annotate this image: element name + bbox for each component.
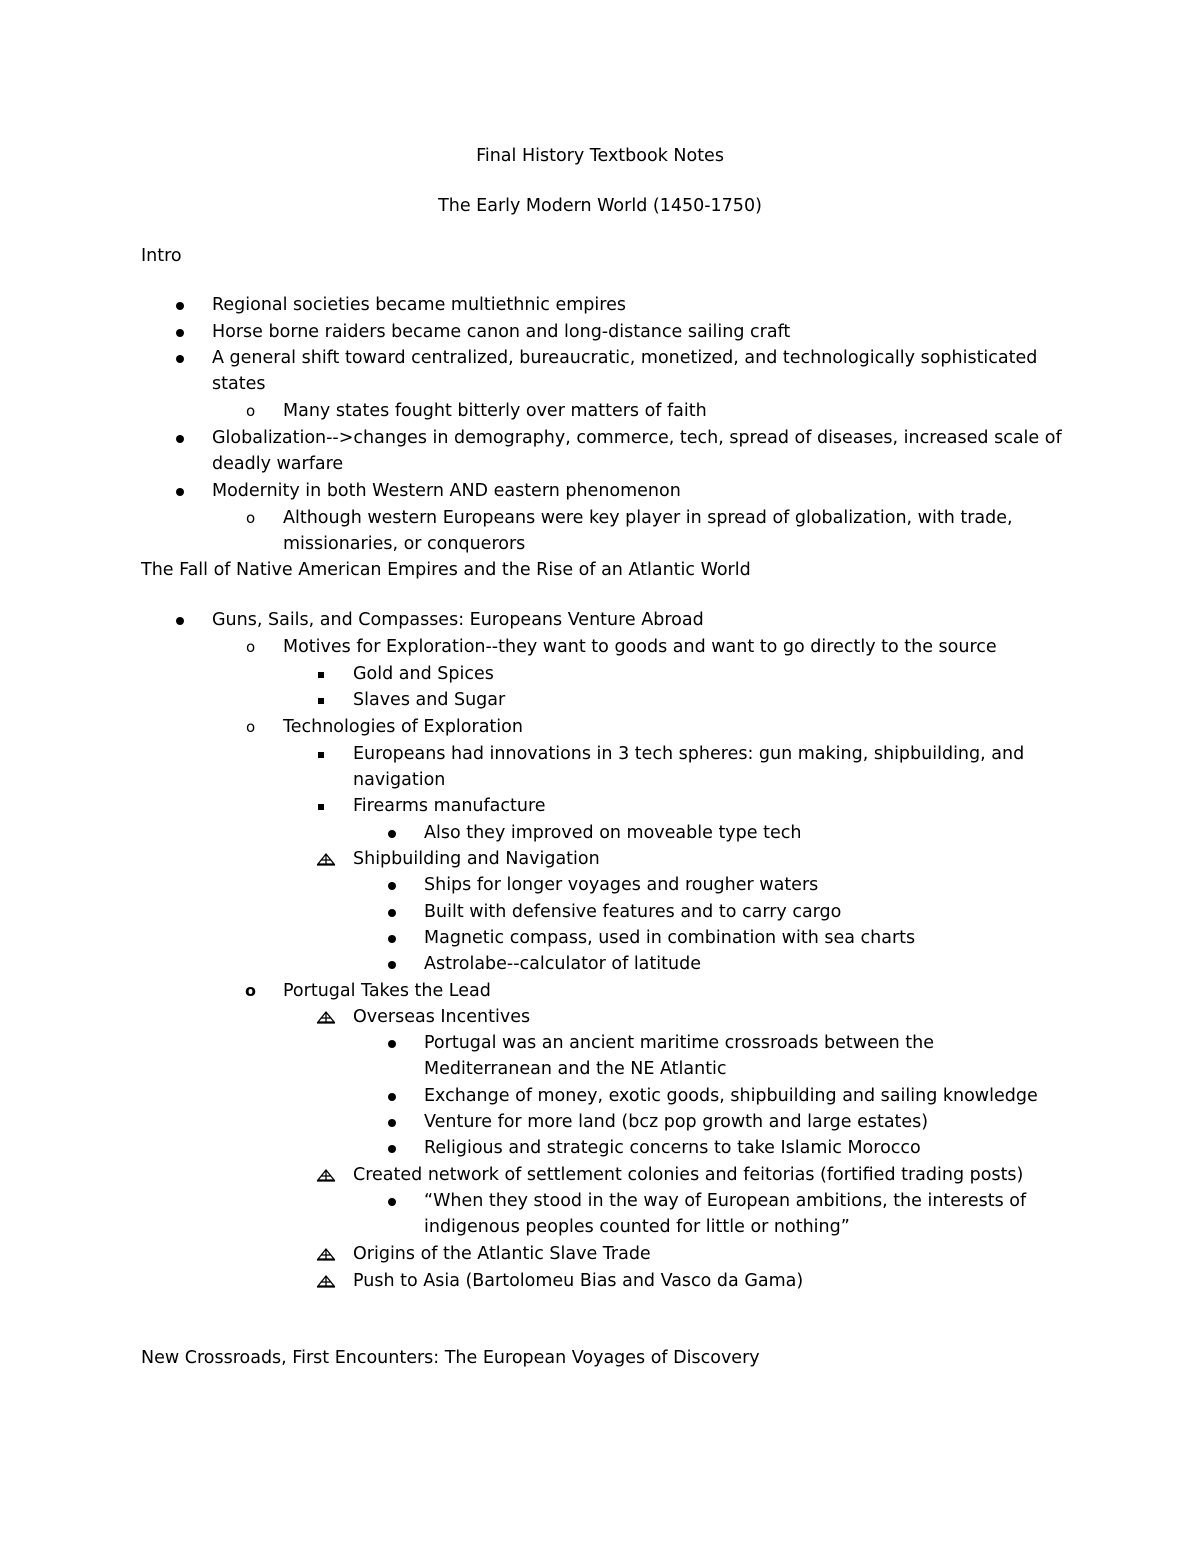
list-item: Firearms manufacture: [353, 796, 546, 816]
list-item: Technologies of Exploration: [283, 717, 523, 737]
list-item: Regional societies became multiethnic empires: [212, 295, 626, 315]
list-item: Ships for longer voyages and rougher waters: [424, 875, 819, 895]
list-item: Venture for more land (bcz pop growth and large estates): [424, 1112, 929, 1132]
document-subtitle: The Early Modern World (1450-1750): [438, 196, 762, 216]
list-item: Push to Asia (Bartolomeu Bias and Vasco da Gama): [353, 1271, 804, 1291]
list-item-continuation: indigenous peoples counted for little or nothing”: [424, 1217, 850, 1237]
list-item: Portugal Takes the Lead: [283, 981, 491, 1001]
list-item-continuation: states: [212, 374, 266, 394]
list-item: Exchange of money, exotic goods, shipbuilding and sailing knowledge: [424, 1086, 1038, 1106]
section-heading: New Crossroads, First Encounters: The European Voyages of Discovery: [141, 1348, 760, 1368]
list-item: Although western Europeans were key player in spread of globalization, with trade,: [283, 508, 1013, 528]
list-item-continuation: missionaries, or conquerors: [283, 534, 526, 554]
list-item: Horse borne raiders became canon and long-distance sailing craft: [212, 322, 791, 342]
list-item: Guns, Sails, and Compasses: Europeans Venture Abroad: [212, 610, 704, 630]
list-item: Gold and Spices: [353, 664, 494, 684]
list-item: Motives for Exploration--they want to goods and want to go directly to the source: [283, 637, 997, 657]
list-item: Also they improved on moveable type tech: [424, 823, 802, 843]
section-heading: The Fall of Native American Empires and the Rise of an Atlantic World: [141, 560, 751, 580]
list-item: Slaves and Sugar: [353, 690, 506, 710]
list-item-continuation: navigation: [353, 770, 446, 790]
list-item: Astrolabe--calculator of latitude: [424, 954, 701, 974]
list-item: “When they stood in the way of European ambitions, the interests of: [424, 1191, 1027, 1211]
list-item-continuation: deadly warfare: [212, 454, 344, 474]
document-title: Final History Textbook Notes: [476, 146, 724, 166]
list-item: A general shift toward centralized, bureaucratic, monetized, and technologically sophisticated: [212, 348, 1038, 368]
list-item: Created network of settlement colonies and feitorias (fortified trading posts): [353, 1165, 1024, 1185]
intro-heading: Intro: [141, 246, 182, 266]
list-item: Religious and strategic concerns to take Islamic Morocco: [424, 1138, 921, 1158]
list-item: Modernity in both Western AND eastern phenomenon: [212, 481, 681, 501]
list-item: Magnetic compass, used in combination with sea charts: [424, 928, 916, 948]
list-item: Europeans had innovations in 3 tech spheres: gun making, shipbuilding, and: [353, 744, 1025, 764]
list-item: Shipbuilding and Navigation: [353, 849, 600, 869]
list-item: Built with defensive features and to carry cargo: [424, 902, 842, 922]
list-item: Globalization-->changes in demography, commerce, tech, spread of diseases, increased scale of: [212, 428, 1062, 448]
list-item-continuation: Mediterranean and the NE Atlantic: [424, 1059, 727, 1079]
list-item: Overseas Incentives: [353, 1007, 531, 1027]
list-item: Origins of the Atlantic Slave Trade: [353, 1244, 651, 1264]
list-item: Portugal was an ancient maritime crossroads between the: [424, 1033, 935, 1053]
list-item: Many states fought bitterly over matters of faith: [283, 401, 707, 421]
